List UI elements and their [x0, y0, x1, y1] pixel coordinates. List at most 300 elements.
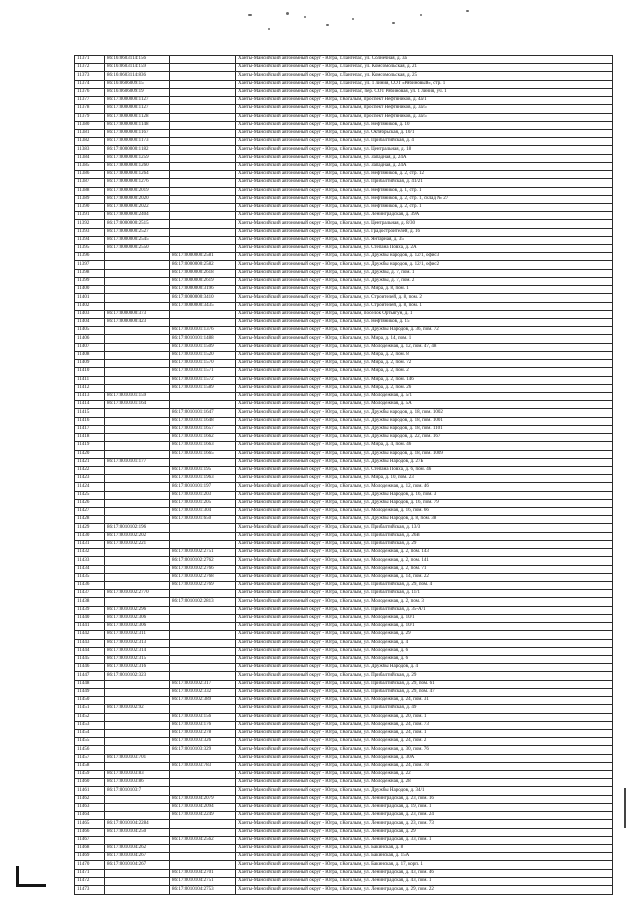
cell-row-number: 11429 — [75, 524, 105, 532]
cell-address: Ханты-Мансийский автономный округ - Югра, г.Когалым, ул. Дружбы, д. 7, пом. 1 — [236, 269, 613, 277]
cell-cadastral-number — [105, 368, 170, 376]
cell-cadastral-number — [105, 886, 170, 895]
cell-cadastral-number-2 — [170, 614, 236, 622]
cell-row-number: 11424 — [75, 483, 105, 491]
cell-cadastral-number — [105, 688, 170, 696]
cell-cadastral-number-2 — [170, 590, 236, 598]
cell-row-number: 11417 — [75, 425, 105, 433]
cell-row-number: 11380 — [75, 121, 105, 129]
cell-address: Ханты-Мансийский автономный округ - Югра, г.Когалым, ул. Молодежная, д. 10/1 — [236, 614, 613, 622]
table-row — [75, 310, 613, 318]
table-row — [75, 754, 613, 762]
cell-row-number: 11461 — [75, 787, 105, 795]
cell-address: Ханты-Мансийский автономный округ - Югра, г.Когалым, ул. Мира, д. 2, пом. 72 — [236, 360, 613, 368]
cell-cadastral-number: 86:17:0000000:1148 — [105, 121, 170, 129]
cell-row-number: 11444 — [75, 647, 105, 655]
cell-cadastral-number-2 — [170, 64, 236, 72]
cell-cadastral-number: 86:17:0000000:1276 — [105, 179, 170, 187]
cell-cadastral-number-2 — [170, 672, 236, 680]
cell-cadastral-number-2 — [170, 121, 236, 129]
cell-cadastral-number — [105, 508, 170, 516]
table-row — [75, 565, 613, 573]
table-row — [75, 779, 613, 787]
cell-cadastral-number-2: 86:17:0010101:1571 — [170, 368, 236, 376]
cell-cadastral-number — [105, 483, 170, 491]
table-row — [75, 409, 613, 417]
cell-address: Ханты-Мансийский автономный округ - Югра, г.Когалым, ул. Нефтяников, д. 2, стр. 12 — [236, 171, 613, 179]
cell-row-number: 11384 — [75, 154, 105, 162]
cell-cadastral-number-2 — [170, 647, 236, 655]
cell-cadastral-number: 86:17:0010104:250 — [105, 828, 170, 836]
cell-address: Ханты-Мансийский автономный округ - Югра, г.Когалым, ул. Молодежная, д. 2, пом. 71 — [236, 565, 613, 573]
cell-address: Ханты-Мансийский автономный округ - Югра, г.Когалым, ул. Янтарная, д. 35 — [236, 236, 613, 244]
cell-row-number: 11446 — [75, 664, 105, 672]
table-row — [75, 105, 613, 113]
scan-blot — [392, 22, 395, 24]
cell-cadastral-number-2: 86:17:0010101:1570 — [170, 360, 236, 368]
cell-cadastral-number: 86:17:0010101:159 — [105, 392, 170, 400]
cell-row-number: 11407 — [75, 343, 105, 351]
cell-cadastral-number-2 — [170, 88, 236, 96]
cell-cadastral-number: 86:17:0000000:2545 — [105, 236, 170, 244]
cell-address: Ханты-Мансийский автономный округ - Югра, г.Когалым, ул. Бакинская, д. 17, корп. 1 — [236, 861, 613, 869]
table-row — [75, 351, 613, 359]
cell-row-number: 11418 — [75, 434, 105, 442]
cell-cadastral-number: 86:17:0000000:1260 — [105, 162, 170, 170]
cell-address: Ханты-Мансийский автономный округ - Югра, г.Когалым, ул. Дружбы Народов, д. 16, пом. 79 — [236, 499, 613, 507]
cell-row-number: 11453 — [75, 721, 105, 729]
cell-cadastral-number — [105, 573, 170, 581]
cell-address: Ханты-Мансийский автономный округ - Югра, г.Когалым, ул. Дружбы народов, д. 18, пом. 1001 — [236, 417, 613, 425]
cell-cadastral-number: 86:17:0000000:2020 — [105, 195, 170, 203]
cell-row-number: 11406 — [75, 335, 105, 343]
cell-row-number: 11447 — [75, 672, 105, 680]
cell-cadastral-number — [105, 499, 170, 507]
table-row — [75, 549, 613, 557]
cell-cadastral-number — [105, 434, 170, 442]
cell-row-number: 11393 — [75, 228, 105, 236]
cell-cadastral-number: 86:17:0010102:221 — [105, 540, 170, 548]
cell-row-number: 11454 — [75, 729, 105, 737]
cell-cadastral-number: 86:17:0010104:267 — [105, 861, 170, 869]
cell-cadastral-number: 86:17:0000000:423 — [105, 319, 170, 327]
cell-address: Ханты-Мансийский автономный округ - Югра, г.Когалым, ул. Бакинская, д. 8 — [236, 845, 613, 853]
cell-cadastral-number-2 — [170, 771, 236, 779]
table-row — [75, 491, 613, 499]
table-row — [75, 861, 613, 869]
cell-cadastral-number-2: 86:17:0010104:2079 — [170, 795, 236, 803]
cell-address: Ханты-Мансийский автономный округ - Югра, г.Когалым, ул. Дружбы Народов, д. 16, пом. 3 — [236, 491, 613, 499]
cell-address: Ханты-Мансийский автономный округ - Югра, г.Когалым, ул. Ленинградская, д. 29, пом. 22 — [236, 886, 613, 895]
table-row — [75, 302, 613, 310]
cell-row-number: 11372 — [75, 64, 105, 72]
cell-row-number: 11411 — [75, 376, 105, 384]
cell-cadastral-number-2: 86:17:0010103:156 — [170, 713, 236, 721]
cell-cadastral-number-2: 86:17:0010104:2701 — [170, 869, 236, 877]
cell-row-number: 11399 — [75, 277, 105, 285]
cell-cadastral-number — [105, 335, 170, 343]
cell-address: Ханты-Мансийский автономный округ - Югра, г.Когалым, ул. Прибалтийская, д. 4 — [236, 138, 613, 146]
cell-cadastral-number-2 — [170, 532, 236, 540]
table-row — [75, 877, 613, 885]
scan-edge-mark — [624, 788, 626, 828]
cell-address: Ханты-Мансийский автономный округ - Югра, г.Когалым, ул. Дружбы Народов, д. 34/1 — [236, 787, 613, 795]
cell-row-number: 11451 — [75, 705, 105, 713]
cell-cadastral-number-2 — [170, 203, 236, 211]
cell-row-number: 11427 — [75, 508, 105, 516]
table-row — [75, 269, 613, 277]
table-row — [75, 631, 613, 639]
cell-row-number: 11445 — [75, 655, 105, 663]
cell-address: Ханты-Мансийский автономный округ - Югра, г.Когалым, ул. Западная, д. 24А — [236, 154, 613, 162]
table-row — [75, 466, 613, 474]
cell-row-number: 11392 — [75, 220, 105, 228]
cell-row-number: 11386 — [75, 171, 105, 179]
table-row — [75, 187, 613, 195]
cell-cadastral-number — [105, 253, 170, 261]
cell-address: Ханты-Мансийский автономный округ - Югра, г.Лангепас, ул. Комсомольская, д. 25 — [236, 72, 613, 80]
cell-cadastral-number: 86:17:0000000:2550 — [105, 245, 170, 253]
cell-cadastral-number-2: 86:17:0010101:1648 — [170, 417, 236, 425]
cell-row-number: 11412 — [75, 384, 105, 392]
table-row — [75, 384, 613, 392]
cell-address: Ханты-Мансийский автономный округ - Югра, г.Когалым, ул. Молодежная, д. 12, пом. 46 — [236, 483, 613, 491]
cell-row-number: 11460 — [75, 779, 105, 787]
cell-address: Ханты-Мансийский автономный округ - Югра, г.Когалым, ул. Нефтяников, д. 15 — [236, 319, 613, 327]
cell-row-number: 11462 — [75, 795, 105, 803]
table-row — [75, 417, 613, 425]
cell-cadastral-number — [105, 269, 170, 277]
cell-row-number: 11401 — [75, 294, 105, 302]
cell-row-number: 11385 — [75, 162, 105, 170]
table-row — [75, 721, 613, 729]
cell-row-number: 11373 — [75, 72, 105, 80]
cell-cadastral-number — [105, 384, 170, 392]
cell-cadastral-number — [105, 302, 170, 310]
cell-cadastral-number — [105, 261, 170, 269]
cell-row-number: 11379 — [75, 113, 105, 121]
cell-row-number: 11389 — [75, 195, 105, 203]
cell-cadastral-number-2: 86:17:0010101:1572 — [170, 376, 236, 384]
cell-address: Ханты-Мансийский автономный округ - Югра, г.Когалым, ул. Октябрьская, д. 10/1 — [236, 129, 613, 137]
cell-address: Ханты-Мансийский автономный округ - Югра, г.Когалым, ул. Западная, д. 24А — [236, 162, 613, 170]
table-row — [75, 64, 613, 72]
cell-cadastral-number: 86:17:0010104:267 — [105, 853, 170, 861]
cell-address: Ханты-Мансийский автономный округ - Югра, г.Когалым, ул. Прибалтийская, д. 29, пом. 47 — [236, 688, 613, 696]
cell-cadastral-number: 86:17:0010102:306 — [105, 623, 170, 631]
table-row — [75, 162, 613, 170]
scan-blot — [248, 14, 252, 16]
cell-row-number: 11390 — [75, 203, 105, 211]
cell-cadastral-number: 86:16:0606009:15 — [105, 80, 170, 88]
cell-row-number: 11394 — [75, 236, 105, 244]
cell-row-number: 11435 — [75, 573, 105, 581]
cell-cadastral-number-2: 86:17:0010101:1663 — [170, 442, 236, 450]
table-row — [75, 253, 613, 261]
cell-cadastral-number-2 — [170, 787, 236, 795]
cell-cadastral-number-2 — [170, 392, 236, 400]
cell-cadastral-number: 86:17:0000000:1173 — [105, 138, 170, 146]
cell-row-number: 11458 — [75, 762, 105, 770]
table-row — [75, 195, 613, 203]
cell-cadastral-number-2: 86:17:0000000:2581 — [170, 253, 236, 261]
cell-cadastral-number — [105, 746, 170, 754]
table-row — [75, 245, 613, 253]
table-row — [75, 475, 613, 483]
cell-cadastral-number — [105, 294, 170, 302]
cell-cadastral-number-2: 86:17:0000000:2582 — [170, 261, 236, 269]
table-row — [75, 853, 613, 861]
cell-cadastral-number — [105, 721, 170, 729]
cell-address: Ханты-Мансийский автономный округ - Югра, г.Когалым, ул. Нефтяников, д. 1, стр. 1 — [236, 187, 613, 195]
cell-cadastral-number-2 — [170, 310, 236, 318]
cell-address: Ханты-Мансийский автономный округ - Югра, г.Когалым, ул. Молодежная, д. 24, пом. 1 — [236, 729, 613, 737]
cell-row-number: 11441 — [75, 623, 105, 631]
table-row — [75, 516, 613, 524]
cell-cadastral-number — [105, 877, 170, 885]
table-row — [75, 803, 613, 811]
table-row — [75, 458, 613, 466]
table-row — [75, 812, 613, 820]
cell-cadastral-number-2: 86:17:0010102:2769 — [170, 582, 236, 590]
cell-cadastral-number-2: 86:17:0010101:1657 — [170, 425, 236, 433]
cell-cadastral-number: 86:17:0000000:2019 — [105, 187, 170, 195]
table-row — [75, 376, 613, 384]
cell-cadastral-number: 86:17:0010102:314 — [105, 647, 170, 655]
cell-cadastral-number-2 — [170, 705, 236, 713]
table-row — [75, 72, 613, 80]
cell-row-number: 11371 — [75, 56, 105, 64]
cell-row-number: 11449 — [75, 688, 105, 696]
cell-address: Ханты-Мансийский автономный округ - Югра, г.Когалым, ул. Молодежная, д. 14, пом. 22 — [236, 573, 613, 581]
cell-cadastral-number-2: 86:17:0000000:2618 — [170, 269, 236, 277]
cell-address: Ханты-Мансийский автономный округ - Югра, г.Когалым, ул. Мира, д. 2, пом. 2 — [236, 368, 613, 376]
cell-address: Ханты-Мансийский автономный округ - Югра, г.Когалым, ул. Ленинградская, д. 23, пом. 16 — [236, 795, 613, 803]
table-row — [75, 680, 613, 688]
cell-cadastral-number: 86:17:0010103:701 — [105, 754, 170, 762]
cell-address: Ханты-Мансийский автономный округ - Югра, г.Когалым, ул. Молодежная, д. 6 — [236, 647, 613, 655]
cell-cadastral-number-2 — [170, 105, 236, 113]
cell-row-number: 11450 — [75, 697, 105, 705]
cell-cadastral-number: 86:17:0010104:2284 — [105, 820, 170, 828]
cell-row-number: 11436 — [75, 582, 105, 590]
cell-address: Ханты-Мансийский автономный округ - Югра, г.Когалым, ул. Прибалтийская, д. 29 — [236, 540, 613, 548]
table-row — [75, 614, 613, 622]
cell-cadastral-number-2: 86:17:0010101:197 — [170, 483, 236, 491]
cell-cadastral-number-2 — [170, 179, 236, 187]
cell-cadastral-number-2 — [170, 664, 236, 672]
cell-address: Ханты-Мансийский автономный округ - Югра, г.Когалым, ул. Нефтяников, д. 2, стр. 1, склад № 27 — [236, 195, 613, 203]
cell-address: Ханты-Мансийский автономный округ - Югра, г.Когалым, ул. Прибалтийская, д. 49 — [236, 705, 613, 713]
cell-cadastral-number-2 — [170, 138, 236, 146]
cell-cadastral-number: 86:17:0010103:83 — [105, 771, 170, 779]
cell-cadastral-number-2: 86:17:0010103:329 — [170, 746, 236, 754]
cell-address: Ханты-Мансийский автономный округ - Югра, г.Когалым, ул. Молодежная, д. 5А — [236, 401, 613, 409]
cell-cadastral-number-2 — [170, 80, 236, 88]
cell-address: Ханты-Мансийский автономный округ - Югра, г.Когалым, ул. Молодежная, д. 24, пом. 2 — [236, 738, 613, 746]
cell-cadastral-number-2: 86:17:0010104:2751 — [170, 877, 236, 885]
cell-address: Ханты-Мансийский автономный округ - Югра, г.Когалым, ул. Молодежная, д. 12, пом. 47, 48 — [236, 343, 613, 351]
cell-cadastral-number-2 — [170, 113, 236, 121]
cell-row-number: 11376 — [75, 88, 105, 96]
cell-cadastral-number-2 — [170, 820, 236, 828]
cell-cadastral-number — [105, 549, 170, 557]
cell-row-number: 11469 — [75, 853, 105, 861]
cell-address: Ханты-Мансийский автономный округ - Югра, г.Когалым, ул. Мира, д. 8, пом. 1 — [236, 286, 613, 294]
cell-row-number: 11439 — [75, 606, 105, 614]
cell-address: Ханты-Мансийский автономный округ - Югра, г.Когалым, ул. Дружбы народов, д. 18, пом. 1009 — [236, 450, 613, 458]
cell-address: Ханты-Мансийский автономный округ - Югра, г.Когалым, ул. Молодежная, д. 29 — [236, 631, 613, 639]
table-row — [75, 639, 613, 647]
cell-address: Ханты-Мансийский автономный округ - Югра, г.Когалым, поселок Ортьягун, д. 1 — [236, 310, 613, 318]
table-row — [75, 203, 613, 211]
scan-blot — [466, 10, 469, 12]
cell-cadastral-number: 86:17:0000000:1182 — [105, 146, 170, 154]
cell-row-number: 11422 — [75, 466, 105, 474]
cell-address: Ханты-Мансийский автономный округ - Югра, г.Когалым, ул. Дружбы народов, д. 18, пом. 1002 — [236, 409, 613, 417]
cell-cadastral-number-2: 86:17:0010101:1520 — [170, 351, 236, 359]
cell-cadastral-number-2 — [170, 458, 236, 466]
cell-address: Ханты-Мансийский автономный округ - Югра, г.Когалым, ул. Нефтяников, д. 10 — [236, 121, 613, 129]
cell-row-number: 11378 — [75, 105, 105, 113]
cell-address: Ханты-Мансийский автономный округ - Югра, г.Когалым, ул. Степана Повха, д. 2А — [236, 245, 613, 253]
cell-cadastral-number-2 — [170, 171, 236, 179]
address-table-body — [75, 56, 613, 895]
cell-cadastral-number-2: 86:17:0010101:1963 — [170, 475, 236, 483]
cell-cadastral-number — [105, 450, 170, 458]
cell-cadastral-number-2 — [170, 754, 236, 762]
cell-cadastral-number — [105, 680, 170, 688]
cell-cadastral-number-2: 86:17:0010103:783 — [170, 762, 236, 770]
table-row — [75, 795, 613, 803]
cell-cadastral-number-2: 86:17:0010102:332 — [170, 688, 236, 696]
table-row — [75, 286, 613, 294]
cell-cadastral-number: 86:17:0010102:202 — [105, 532, 170, 540]
cell-row-number: 11416 — [75, 417, 105, 425]
cell-address: Ханты-Мансийский автономный округ - Югра, г.Лангепас, ул. Комсомольская, д. 21 — [236, 64, 613, 72]
scan-noise-header — [0, 0, 640, 52]
table-row — [75, 590, 613, 598]
cell-cadastral-number-2 — [170, 853, 236, 861]
table-row — [75, 343, 613, 351]
table-row — [75, 524, 613, 532]
cell-row-number: 11440 — [75, 614, 105, 622]
cell-cadastral-number-2: 86:17:0010101:1488 — [170, 335, 236, 343]
cell-cadastral-number-2 — [170, 861, 236, 869]
cell-cadastral-number: 86:17:0010102:196 — [105, 524, 170, 532]
cell-cadastral-number — [105, 557, 170, 565]
table-row — [75, 713, 613, 721]
table-row — [75, 705, 613, 713]
cell-cadastral-number-2: 86:17:0010101:304 — [170, 508, 236, 516]
cell-cadastral-number: 86:17:0010104:262 — [105, 845, 170, 853]
table-row — [75, 820, 613, 828]
cell-cadastral-number-2: 86:17:0000000:3435 — [170, 302, 236, 310]
cell-cadastral-number — [105, 409, 170, 417]
table-row — [75, 129, 613, 137]
cell-address: Ханты-Мансийский автономный округ - Югра, г.Когалым, ул. Ленинградская, д. 43, пом. 1 — [236, 877, 613, 885]
cell-row-number: 11464 — [75, 812, 105, 820]
cell-address: Ханты-Мансийский автономный округ - Югра, г.Когалым, ул. Мира, д. 2, пом. 26 — [236, 384, 613, 392]
cell-address: Ханты-Мансийский автономный округ - Югра, г.Когалым, проспект Нефтяников, д. 3а/5 — [236, 113, 613, 121]
cell-cadastral-number — [105, 795, 170, 803]
table-row — [75, 771, 613, 779]
cell-cadastral-number — [105, 417, 170, 425]
cell-cadastral-number — [105, 277, 170, 285]
cell-address: Ханты-Мансийский автономный округ - Югра, г.Когалым, ул. Ленинградская, д. 39А — [236, 212, 613, 220]
table-row — [75, 319, 613, 327]
cell-cadastral-number — [105, 286, 170, 294]
table-row — [75, 434, 613, 442]
cell-row-number: 11466 — [75, 828, 105, 836]
cell-row-number: 11408 — [75, 351, 105, 359]
cell-address: Ханты-Мансийский автономный округ - Югра, г.Когалым, ул. Прибалтийская, д. 13/3 — [236, 524, 613, 532]
cell-cadastral-number-2 — [170, 631, 236, 639]
cell-cadastral-number — [105, 762, 170, 770]
cell-address: Ханты-Мансийский автономный округ - Югра, г.Когалым, ул. Мира, д. 2, пом. 146 — [236, 376, 613, 384]
cell-cadastral-number-2: 86:17:0010101:1509 — [170, 343, 236, 351]
cell-cadastral-number-2: 86:17:0010104:2562 — [170, 836, 236, 844]
cell-cadastral-number: 86:17:0010102:315 — [105, 655, 170, 663]
cell-row-number: 11414 — [75, 401, 105, 409]
cell-row-number: 11437 — [75, 590, 105, 598]
cell-cadastral-number-2 — [170, 845, 236, 853]
cell-address: Ханты-Мансийский автономный округ - Югра, г.Когалым, ул. Степана Повха, д. 6, пом. 46 — [236, 466, 613, 474]
cell-row-number: 11409 — [75, 360, 105, 368]
table-row — [75, 672, 613, 680]
cell-cadastral-number-2: 86:17:0010102:317 — [170, 680, 236, 688]
cell-row-number: 11398 — [75, 269, 105, 277]
table-row — [75, 277, 613, 285]
cell-address: Ханты-Мансийский автономный округ - Югра, г.Когалым, проспект Нефтяников, д. 3а/5 — [236, 105, 613, 113]
cell-cadastral-number-2 — [170, 187, 236, 195]
table-row — [75, 573, 613, 581]
cell-address: Ханты-Мансийский автономный округ - Югра, г.Когалым, ул. Ленинградская, д. 29 — [236, 828, 613, 836]
cell-cadastral-number: 86:17:0010102:296 — [105, 606, 170, 614]
cell-cadastral-number-2: 86:17:0010101:1376 — [170, 327, 236, 335]
cell-address: Ханты-Мансийский автономный округ - Югра, г.Когалым, ул. Прибалтийская, д. 29 — [236, 672, 613, 680]
cell-cadastral-number-2 — [170, 162, 236, 170]
table-row — [75, 664, 613, 672]
cell-cadastral-number: 86:16:0603114:156 — [105, 56, 170, 64]
cell-cadastral-number-2: 86:17:0010101:203 — [170, 491, 236, 499]
cell-cadastral-number: 86:17:0000000:1127 — [105, 105, 170, 113]
table-row — [75, 655, 613, 663]
cell-row-number: 11463 — [75, 803, 105, 811]
cell-row-number: 11470 — [75, 861, 105, 869]
cell-row-number: 11443 — [75, 639, 105, 647]
cell-address: Ханты-Мансийский автономный округ - Югра, г.Когалым, ул. Градостроителей, д. 16 — [236, 228, 613, 236]
table-row — [75, 88, 613, 96]
cell-cadastral-number-2 — [170, 401, 236, 409]
cell-cadastral-number — [105, 466, 170, 474]
cell-cadastral-number — [105, 812, 170, 820]
cell-address: Ханты-Мансийский автономный округ - Югра, г.Когалым, ул. Мира, д. 4, пом. 46 — [236, 442, 613, 450]
scan-blot — [268, 28, 270, 30]
scan-blot — [352, 18, 354, 20]
table-row — [75, 623, 613, 631]
cell-address: Ханты-Мансийский автономный округ - Югра, г.Когалым, ул. Прибалтийская, д. 11/1 — [236, 590, 613, 598]
cell-address: Ханты-Мансийский автономный округ - Югра, г.Когалым, ул. Дружбы народов, д. 18, пом. 1101 — [236, 425, 613, 433]
scan-blot — [286, 12, 289, 15]
cell-cadastral-number: 86:17:0000000:1264 — [105, 171, 170, 179]
cell-row-number: 11420 — [75, 450, 105, 458]
cell-cadastral-number-2 — [170, 606, 236, 614]
cell-address: Ханты-Мансийский автономный округ - Югра, г.Когалым, ул. Молодежная, д. 16, пом. 66 — [236, 508, 613, 516]
cell-cadastral-number — [105, 516, 170, 524]
cell-cadastral-number — [105, 582, 170, 590]
cell-row-number: 11442 — [75, 631, 105, 639]
